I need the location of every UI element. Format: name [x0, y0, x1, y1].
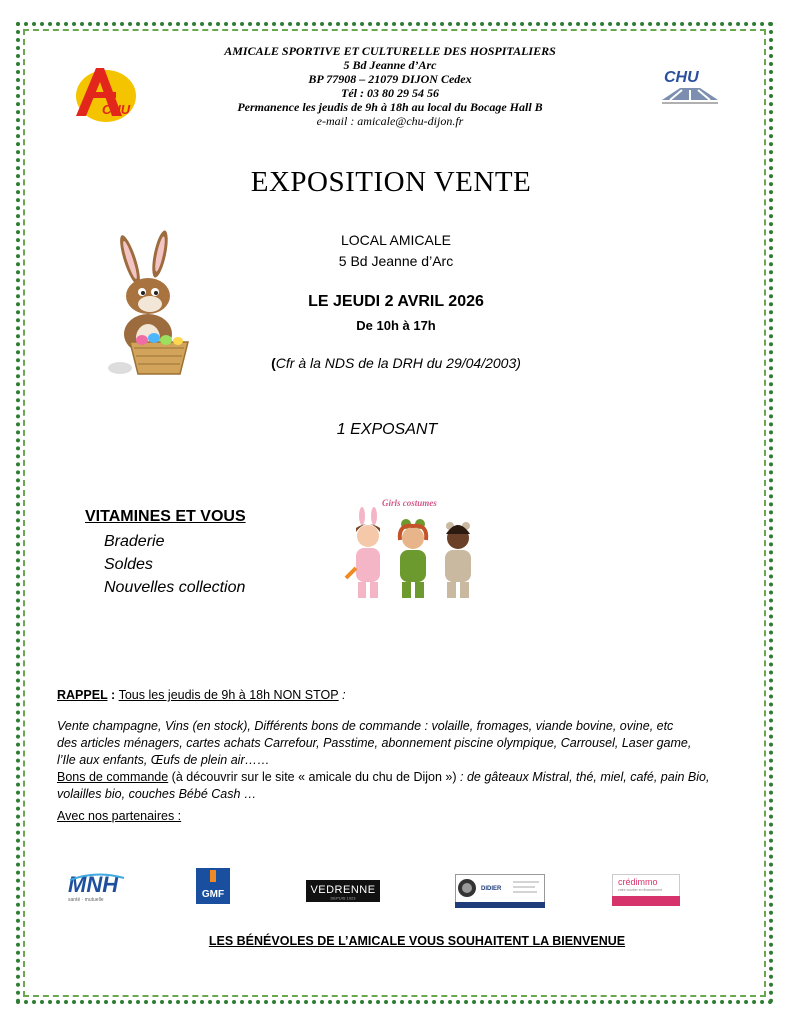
reminder-line: volailles bio, couches Bébé Cash … — [57, 787, 257, 801]
reminder-schedule-end: : — [338, 688, 346, 702]
partners-label: Avec nos partenaires : — [57, 809, 182, 823]
org-name: AMICALE SPORTIVE ET CULTURELLE DES HOSPITALIERS — [224, 44, 556, 58]
chu-logo — [656, 64, 724, 114]
didier-logo — [455, 874, 545, 908]
mnh-logo-sub: santé · mutuelle — [68, 897, 104, 903]
reminder-line: l’Ile aux enfants, Œufs de plein air…… — [57, 753, 270, 767]
mnh-logo-text: MNH — [68, 872, 119, 897]
vedrenne-logo-sub: DEPUIS 1923 — [330, 895, 356, 901]
chu-logo-text: CHU — [664, 69, 699, 86]
order-forms-note: (à découvrir sur le site « amicale du chu de Dijon ») — [168, 770, 457, 784]
order-forms-line — [57, 769, 769, 786]
reminder-colon: : — [107, 688, 119, 702]
location-address: 5 Bd Jeanne d’Arc — [338, 253, 454, 269]
reminder-line: des articles ménagers, cartes achats Carrefour, Passtime, abonnement piscine olympique, Carrousel, Laser game, — [57, 736, 692, 750]
amicale-logo-text: CHU — [102, 102, 131, 117]
partner-logos — [0, 868, 791, 912]
amicale-logo — [62, 62, 142, 126]
org-tel: Tél : 03 80 29 54 56 — [341, 86, 439, 100]
gmf-logo-text: GMF — [201, 889, 225, 900]
org-bp: BP 77908 – 21079 DIJON Cedex — [308, 72, 472, 86]
reminder-label: RAPPEL — [57, 688, 108, 702]
reminder-body — [57, 718, 769, 803]
org-address: 5 Bd Jeanne d’Arc — [343, 58, 437, 72]
girls-costumes-illustration — [338, 494, 490, 606]
reminder-schedule: Tous les jeudis de 9h à 18h NON STOP — [118, 688, 339, 702]
reference-text: Cfr à la NDS de la DRH du 29/04/2003) — [275, 355, 521, 371]
easter-bunny-illustration — [100, 230, 200, 380]
gmf-logo — [196, 868, 230, 904]
girls-caption: Girls costumes — [382, 498, 437, 508]
organization-header — [200, 44, 580, 128]
exhibitor-item: Soldes — [104, 556, 153, 573]
exhibitor-name: VITAMINES ET VOUS — [85, 508, 246, 525]
org-permanence: Permanence les jeudis de 9h à 18h au local du Bocage Hall B — [237, 100, 543, 114]
reference-note — [200, 355, 592, 371]
mnh-logo — [66, 868, 128, 904]
exhibitor-count: 1 EXPOSANT — [336, 421, 438, 438]
girl-bear — [445, 522, 471, 598]
vedrenne-logo-text: VEDRENNE — [310, 884, 376, 896]
welcome-message: LES BÉNÉVOLES DE L’AMICALE VOUS SOUHAITENT LA BIENVENUE — [208, 934, 626, 948]
page-title: EXPOSITION VENTE — [250, 166, 532, 198]
reminder-line: Vente champagne, Vins (en stock), Différents bons de commande : volaille, fromages, viande bovine, ovine, etc — [57, 719, 674, 733]
vedrenne-logo — [306, 880, 380, 902]
order-forms-list: : de gâteaux Mistral, thé, miel, café, pain Bio, — [456, 770, 710, 784]
credimmo-logo — [612, 874, 680, 906]
credimmo-logo-sub: votre courtier en financement — [618, 888, 662, 892]
girl-bunny — [346, 507, 380, 598]
reminder-heading — [57, 688, 346, 702]
order-forms-label: Bons de commande — [57, 770, 169, 784]
girl-frog — [400, 519, 426, 598]
org-email: e-mail : amicale@chu-dijon.fr — [316, 114, 464, 128]
credimmo-logo-text: crédimmo — [618, 877, 658, 887]
exhibitor-item: Nouvelles collection — [104, 579, 246, 596]
location-name: LOCAL AMICALE — [341, 232, 451, 248]
exhibitor-items — [104, 530, 245, 599]
reference-open-paren: ( — [271, 355, 276, 371]
event-date: LE JEUDI 2 AVRIL 2026 — [308, 293, 484, 310]
didier-logo-text: DIDIER — [481, 886, 502, 892]
event-time: De 10h à 17h — [356, 318, 436, 333]
exhibitor-item: Braderie — [104, 533, 165, 550]
